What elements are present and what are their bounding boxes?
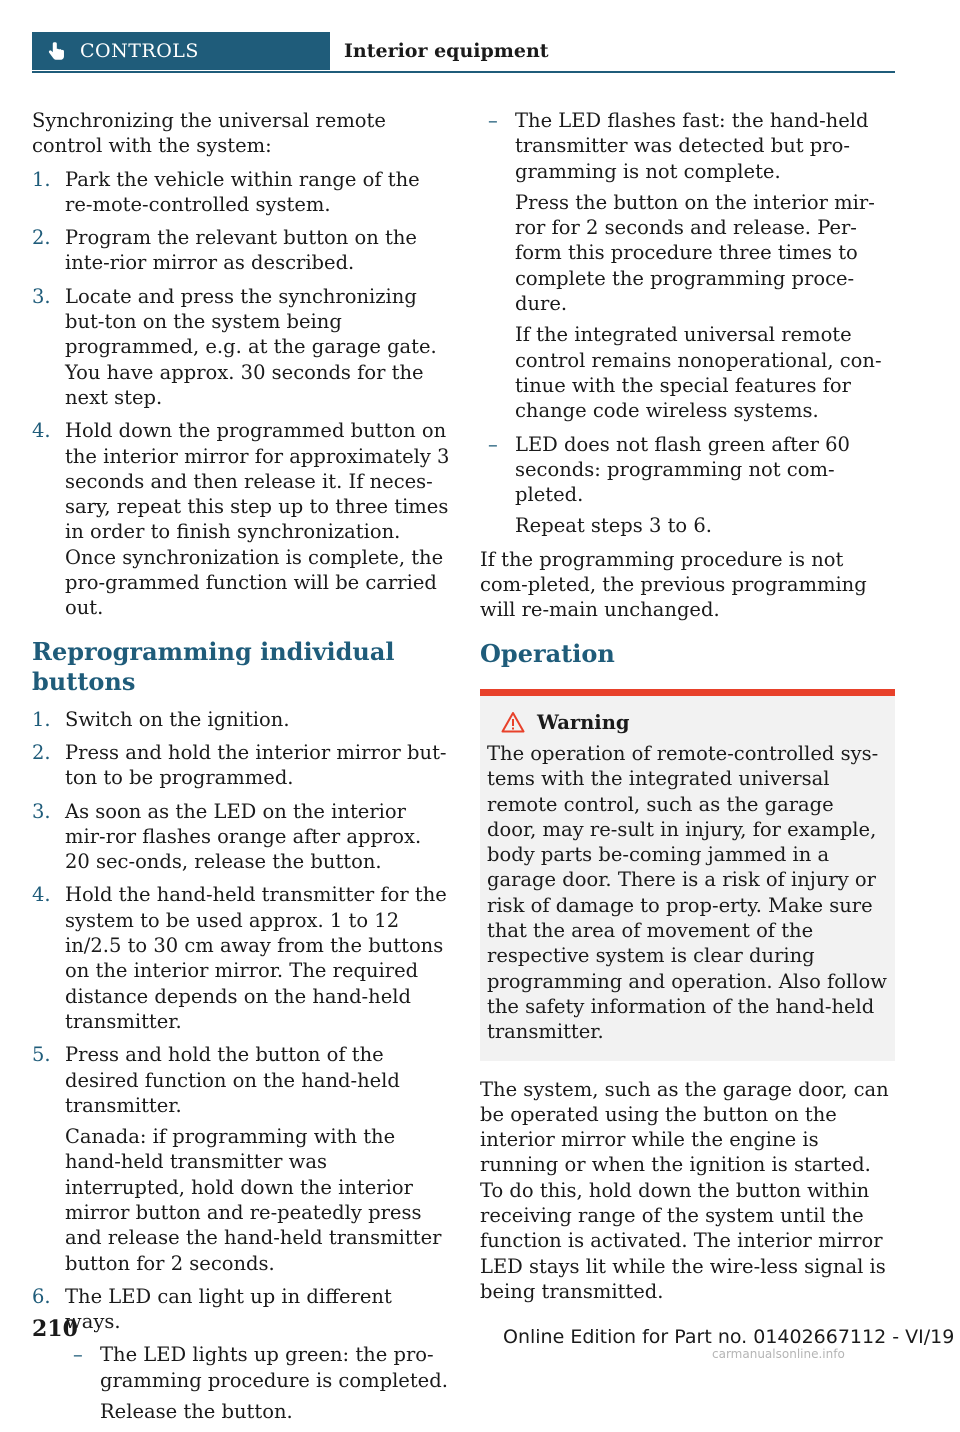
edition-footer: Online Edition for Part no. 01402667112 - VI/19	[503, 1326, 955, 1348]
step-text: Press and hold the button of the desired function on the hand-held transmitter.	[65, 1043, 400, 1117]
step-text: Hold down the programmed button on the interior mirror for approximately 3 seconds and then release it. If neces-sary, repeat this step up to three times in order to finish synchronization. Once synchronization is complete, the pro-grammed function will be carried out.	[65, 419, 450, 620]
reprogramming-steps-list	[32, 707, 452, 1425]
led-state-text: The LED flashes fast: the hand-held transmitter was detected but pro-gramming is not complete.	[515, 109, 869, 183]
step-number: 1.	[32, 707, 51, 731]
step-number: 6.	[32, 1284, 51, 1308]
step-number: 3.	[32, 284, 51, 308]
step-text: The LED can light up in different ways.	[65, 1284, 392, 1334]
reprogramming-heading: Reprogramming individual buttons	[32, 636, 395, 696]
led-state-text: LED does not flash green after 60 seconds: programming not com-pleted.	[515, 432, 850, 507]
step-text: Locate and press the synchronizing but-ton on the system being programmed, e.g. at the garage gate. You have approx. 30 seconds for the next step.	[65, 284, 437, 409]
list-item	[32, 882, 452, 1034]
step-subtext: Canada: if programming with the hand-held transmitter was interrupted, hold down the interior mirror button and re-peatedly press and release the hand-held transmitter button for 2 seconds.	[65, 1125, 442, 1275]
step-number: 4.	[32, 883, 51, 907]
led-state-subtext: Repeat steps 3 to 6.	[515, 514, 712, 538]
led-state-subtext: Press the button on the interior mir-ror for 2 seconds and release. Per-form this procedure three times to complete the programming proce-dure.	[515, 190, 875, 316]
led-states-list-continued	[480, 108, 895, 539]
operation-text: The system, such as the garage door, can be operated using the button on the interior mirror while the engine is running or when the ignition is started. To do this, hold down the button within receiving range of the system until the function is activated. The interior mirror LED stays lit while the wire-less signal is being transmitted.	[480, 1077, 889, 1303]
list-item	[32, 740, 452, 791]
step-number: 2.	[32, 740, 51, 764]
sync-steps-list	[32, 167, 452, 621]
led-state-subtext: Release the button.	[100, 1400, 293, 1424]
warning-title: Warning	[537, 710, 630, 734]
list-item	[32, 1284, 452, 1424]
list-item	[32, 225, 452, 276]
list-item	[32, 418, 452, 620]
section-tab	[32, 32, 330, 70]
page-number: 210	[32, 1316, 78, 1342]
step-text: Park the vehicle within range of the re-mote-controlled system.	[65, 167, 420, 216]
list-item	[65, 1342, 452, 1424]
pointing-hand-icon	[46, 40, 68, 62]
warning-header	[487, 710, 888, 735]
warning-text: The operation of remote-controlled sys-tems with the integrated universal remote control, such as the garage door, may re-sult in injury, for example, body parts be-coming jammed in a garage door. There is a risk of injury or risk of damage to prop-erty. Make sure that the area of movement of the respective system is clear during programming and operation. Also follow the safety information of the hand-held transmitter.	[487, 741, 887, 1044]
list-item	[480, 432, 895, 539]
chapter-title: Interior equipment	[344, 40, 549, 62]
warning-box	[480, 689, 895, 1061]
watermark: carmanualsonline.info	[712, 1347, 845, 1361]
step-text: As soon as the LED on the interior mir-ror flashes orange after approx. 20 sec-onds, release the button.	[65, 799, 422, 874]
step-text: Press and hold the interior mirror but-ton to be programmed.	[65, 740, 447, 790]
step-text: Switch on the ignition.	[65, 707, 290, 731]
section-label: CONTROLS	[80, 40, 199, 62]
list-item	[32, 284, 452, 410]
warning-triangle-icon	[501, 711, 525, 733]
list-item	[32, 1042, 452, 1276]
dash-bullet: –	[488, 109, 498, 132]
page-header	[32, 32, 895, 73]
right-column	[480, 108, 895, 1312]
step-number: 3.	[32, 799, 51, 823]
step-text: Hold the hand-held transmitter for the system to be used approx. 1 to 12 in/2.5 to 30 cm away from the buttons on the interior mirror. The required distance depends on the hand-held transmitter.	[65, 883, 447, 1033]
left-column	[32, 108, 452, 1432]
list-item	[480, 108, 895, 424]
sync-intro: Synchronizing the universal remote control with the system:	[32, 109, 386, 158]
step-text: Program the relevant button on the inte-rior mirror as described.	[65, 226, 417, 275]
dash-bullet: –	[73, 1343, 83, 1367]
dash-bullet: –	[488, 432, 498, 456]
step-number: 2.	[32, 226, 51, 250]
led-state-text: The LED lights up green: the pro-gramming procedure is completed.	[100, 1343, 448, 1392]
unchanged-note: If the programming procedure is not com-pleted, the previous programming will re-main unchanged.	[480, 547, 867, 622]
list-item	[32, 167, 452, 218]
led-state-subtext: If the integrated universal remote control remains nonoperational, con-tinue with the special features for change code wireless systems.	[515, 323, 882, 423]
operation-heading: Operation	[480, 638, 615, 668]
step-number: 1.	[32, 167, 51, 191]
list-item	[32, 707, 452, 732]
step-number: 4.	[32, 419, 51, 443]
list-item	[32, 799, 452, 875]
step-number: 5.	[32, 1043, 51, 1067]
led-states-list	[65, 1342, 452, 1424]
